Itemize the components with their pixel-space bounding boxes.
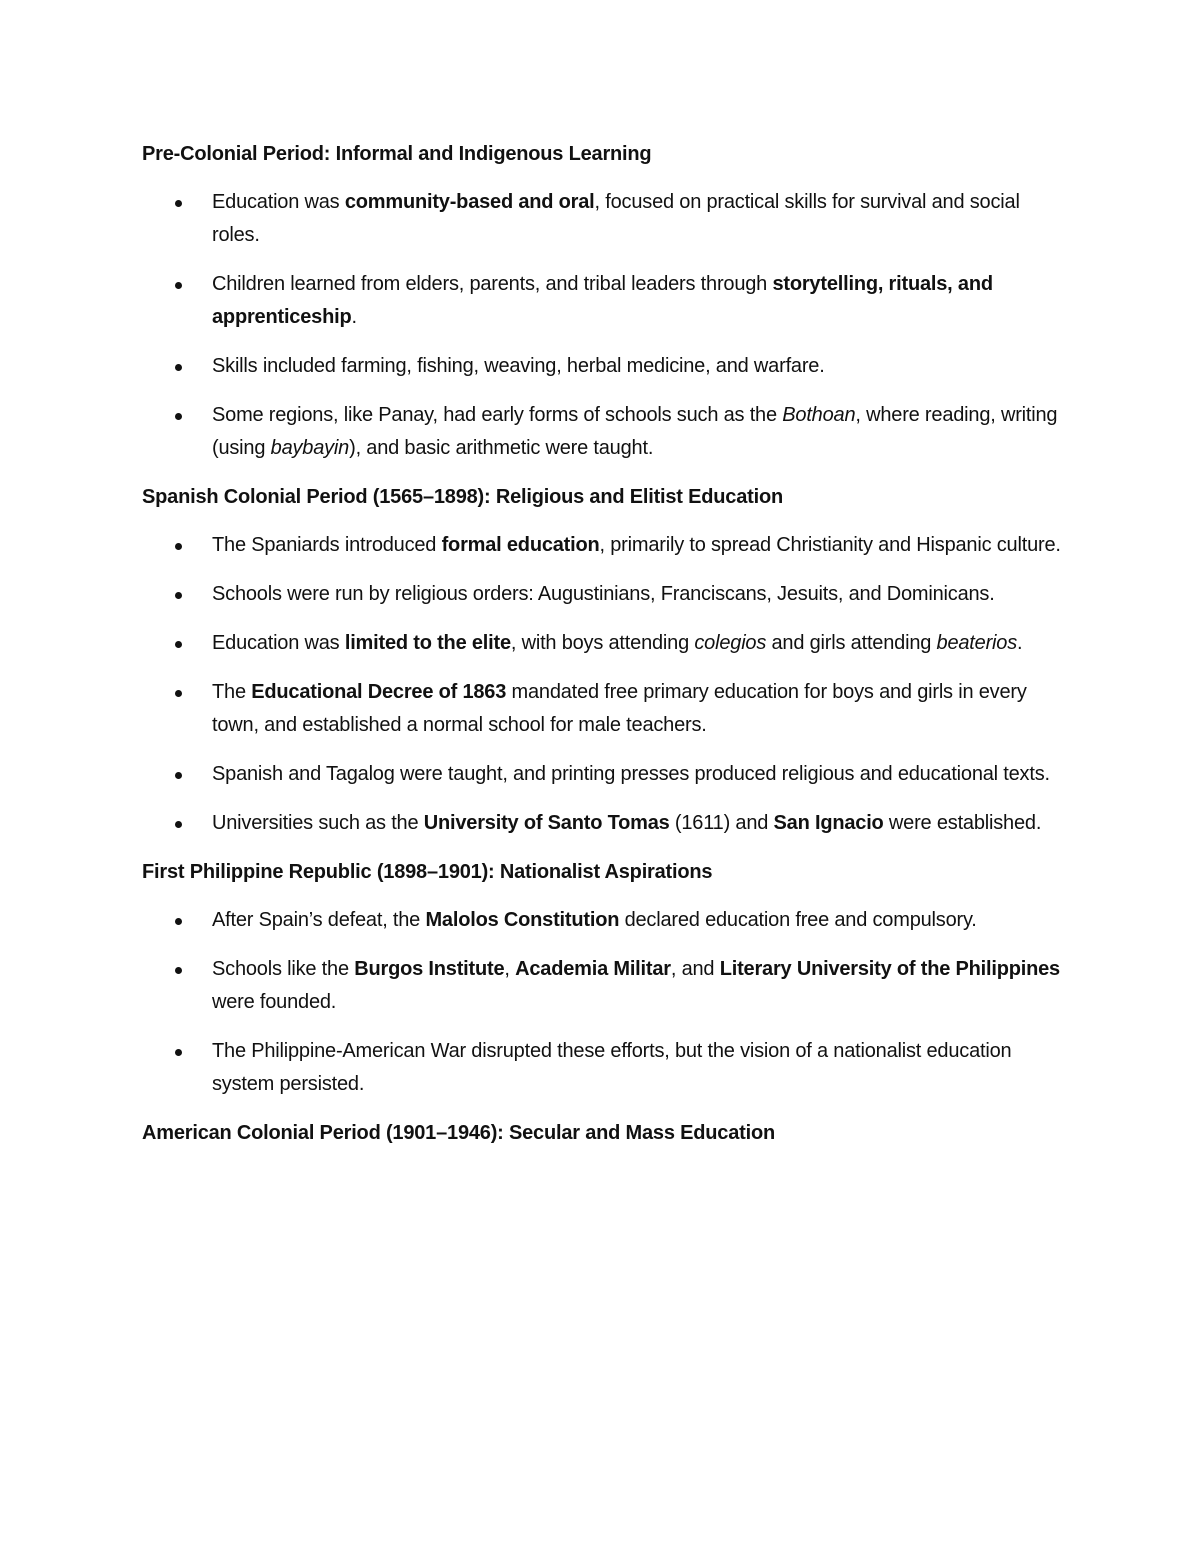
bullet-item xyxy=(142,953,1062,1019)
bold-text: community-based and oral xyxy=(344,191,595,213)
text-segment: and girls attending xyxy=(766,632,937,654)
bullet-dot-icon xyxy=(175,772,182,779)
bold-text: formal education xyxy=(441,534,600,556)
text-segment: After Spain’s defeat, the xyxy=(212,909,426,931)
text-segment: (1611) and xyxy=(669,812,774,834)
bullet-dot-icon xyxy=(175,967,182,974)
text-segment: declared education free and compulsory. xyxy=(619,909,977,931)
text-segment: Spanish and Tagalog were taught, and printing presses produced religious and educational texts. xyxy=(212,763,1050,785)
bullet-item xyxy=(142,529,1062,562)
text-segment: ), and basic arithmetic were taught. xyxy=(349,437,654,459)
text-segment: , xyxy=(504,958,516,980)
text-segment: Children learned from elders, parents, and tribal leaders through xyxy=(212,273,773,295)
bullet-item xyxy=(142,350,1062,383)
text-segment: . xyxy=(1017,632,1023,654)
bullet-item xyxy=(142,807,1062,840)
bold-text: Literary University of the Philippines xyxy=(719,958,1060,980)
italic-text: colegios xyxy=(694,632,767,654)
text-segment: mandated free primary education for boys and girls in every town, and established a normal school for male teachers. xyxy=(212,681,1027,736)
bullet-dot-icon xyxy=(175,364,182,371)
bullet-list xyxy=(142,186,1062,465)
text-segment: Some regions, like Panay, had early forms of schools such as the xyxy=(212,404,783,426)
bullet-item xyxy=(142,186,1062,252)
bold-text: storytelling, rituals, and apprenticeship xyxy=(212,273,993,328)
bullet-dot-icon xyxy=(175,690,182,697)
bold-text: Burgos Institute xyxy=(354,958,505,980)
section xyxy=(142,1117,1062,1149)
bold-text: San Ignacio xyxy=(773,812,884,834)
section-heading: Pre-Colonial Period: Informal and Indigenous Learning xyxy=(142,143,652,165)
section xyxy=(142,138,1062,465)
text-segment: Universities such as the xyxy=(212,812,424,834)
bullet-item xyxy=(142,578,1062,611)
bullet-item xyxy=(142,758,1062,791)
bold-text: Malolos Constitution xyxy=(425,909,620,931)
bullet-dot-icon xyxy=(175,918,182,925)
bold-text: Academia Militar xyxy=(515,958,671,980)
section-heading: First Philippine Republic (1898–1901): Nationalist Aspirations xyxy=(142,861,713,883)
text-segment: . xyxy=(351,306,357,328)
bullet-item xyxy=(142,676,1062,742)
bullet-dot-icon xyxy=(175,592,182,599)
bullet-dot-icon xyxy=(175,413,182,420)
section xyxy=(142,481,1062,840)
bold-text: Educational Decree of 1863 xyxy=(251,681,507,703)
bold-text: limited to the elite xyxy=(344,632,511,654)
text-segment: were established. xyxy=(883,812,1042,834)
bullet-item xyxy=(142,268,1062,334)
text-segment: , with boys attending xyxy=(510,632,695,654)
italic-text: baybayin xyxy=(270,437,350,459)
text-segment: , focused on practical skills for survival and social roles. xyxy=(212,191,1020,246)
text-segment: were founded. xyxy=(212,991,337,1013)
bullet-list xyxy=(142,529,1062,840)
text-segment: The Spaniards introduced xyxy=(212,534,442,556)
text-segment: The Philippine-American War disrupted these efforts, but the vision of a nationalist education system persisted. xyxy=(212,1040,1012,1095)
bullet-dot-icon xyxy=(175,641,182,648)
text-segment: , primarily to spread Christianity and Hispanic culture. xyxy=(599,534,1061,556)
document-page xyxy=(142,138,1062,1165)
document-body xyxy=(142,138,1062,1149)
text-segment: Schools like the xyxy=(212,958,355,980)
bullet-item xyxy=(142,1035,1062,1101)
bullet-dot-icon xyxy=(175,282,182,289)
bullet-dot-icon xyxy=(175,200,182,207)
text-segment: Education was xyxy=(212,191,345,213)
bullet-item xyxy=(142,627,1062,660)
text-segment: , and xyxy=(670,958,720,980)
section-heading: Spanish Colonial Period (1565–1898): Religious and Elitist Education xyxy=(142,486,783,508)
bullet-item xyxy=(142,399,1062,465)
bold-text: University of Santo Tomas xyxy=(423,812,670,834)
bullet-dot-icon xyxy=(175,1049,182,1056)
section-heading: American Colonial Period (1901–1946): Secular and Mass Education xyxy=(142,1122,775,1144)
text-segment: Skills included farming, fishing, weaving, herbal medicine, and warfare. xyxy=(212,355,825,377)
bullet-list xyxy=(142,904,1062,1101)
text-segment: Education was xyxy=(212,632,345,654)
section xyxy=(142,856,1062,1101)
text-segment: Schools were run by religious orders: Augustinians, Franciscans, Jesuits, and Dominicans. xyxy=(212,583,995,605)
text-segment: , where reading, writing (using xyxy=(212,404,1058,459)
bullet-dot-icon xyxy=(175,821,182,828)
italic-text: Bothoan xyxy=(782,404,856,426)
bullet-dot-icon xyxy=(175,543,182,550)
bullet-item xyxy=(142,904,1062,937)
italic-text: beaterios xyxy=(936,632,1018,654)
text-segment: The xyxy=(212,681,252,703)
